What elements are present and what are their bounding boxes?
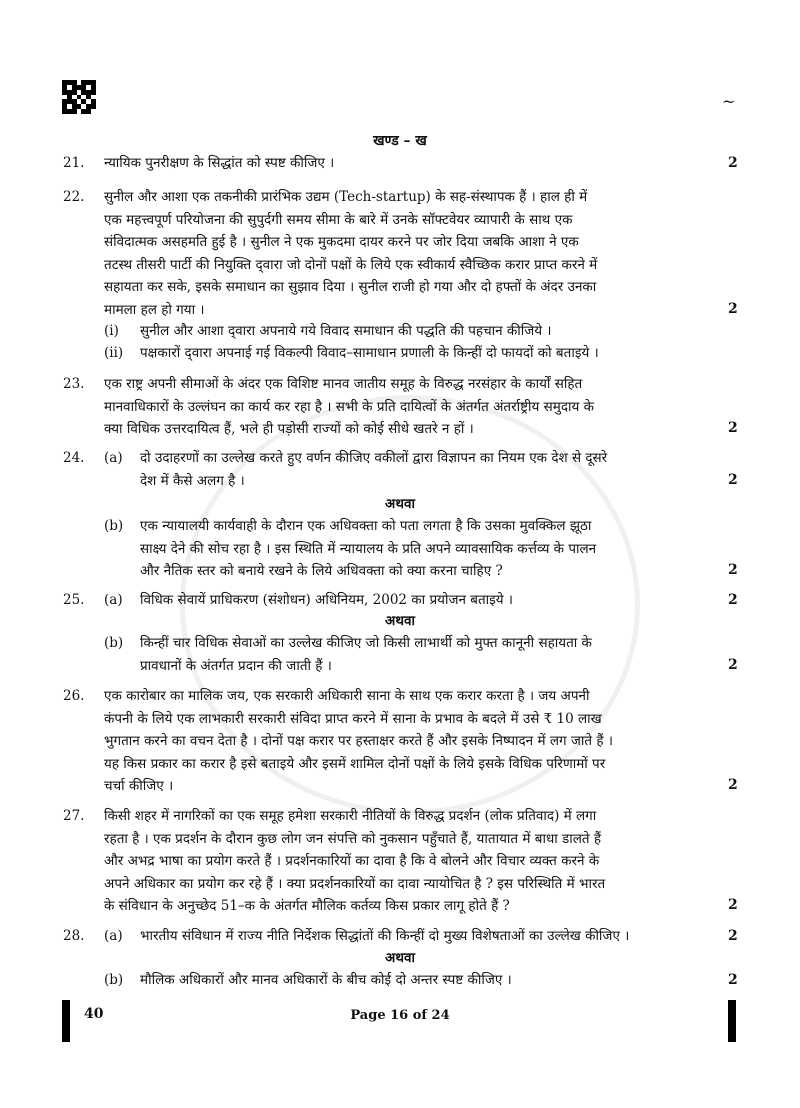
marks: 2 [728,562,738,578]
sub-label: (b) [104,972,124,988]
text-line: सुनील और आशा एक तकनीकी प्रारंभिक उद्यम (Tech-startup) के सह-संस्थापक हैं । हाल ही में [104,189,588,205]
sub-label: (a) [104,450,123,466]
question-text [104,805,706,918]
marks: 2 [728,420,738,436]
or-label: अथवा [385,613,415,629]
question-text: विधिक सेवायें प्राधिकरण (संशोधन) अधिनियम, 2002 का प्रयोजन बताइये । [140,592,514,608]
right-margin-bar [728,1000,736,1042]
text-line: एक राष्ट्र अपनी सीमाओं के अंदर एक विशिष्ट मानव जातीय समूह के विरुद्ध नरसंहार के कार्यों सहित [104,376,583,392]
question-text [140,447,706,492]
text-line: एक न्यायालयी कार्यवाही के दौरान एक अधिवक्ता को पता लगता है कि उसका मुवक्किल झूठा [140,518,592,534]
sub-question-text: सुनील और आशा द्‌वारा अपनाये गये विवाद समाधान की पद्धति की पहचान कीजिये । [140,323,552,339]
marks: 2 [728,592,738,608]
text-line: चर्चा कीजिए । [104,778,174,794]
sub-label: (b) [104,635,124,651]
text-line: यह किस प्रकार का करार है इसे बताइये और इसमें शामिल दोनों पक्षों के लिये इसके विधिक परिणामों पर [104,755,606,772]
question-text [104,186,706,321]
text-line: के संविधान के अनुच्छेद 51–क के अंतर्गत मौलिक कर्तव्य किस प्रकार लागू होते हैं ? [104,898,510,914]
text-line: मामला हल हो गया । [104,301,205,318]
marks: 2 [728,777,738,793]
text-line: कंपनी के लिये एक लाभकारी सरकारी संविदा प्राप्त करने में साना के प्रभाव के बदले में उसे ₹ 10 लाख [104,710,602,727]
paper-code: 40 [84,1006,104,1022]
corner-mark: ~ [722,92,736,111]
question-number: 26. [63,688,85,704]
sub-label: (b) [104,518,124,534]
sub-question-text: पक्षकारों द्‌वारा अपनाई गई विकल्पी विवाद–सामाधान प्रणाली के किन्हीं दो फायदों को बताइये । [140,345,599,361]
marks: 2 [728,155,738,171]
text-line: साक्ष्य देने की सोच रहा है । इस स्थिति में न्यायालय के प्रति अपने व्यावसायिक कर्त्तव्य के पालन [140,540,597,557]
question-text [104,685,706,798]
or-label: अथवा [385,950,415,966]
text-line: और अभद्र भाषा का प्रयोग करते हैं । प्रदर्शनकारियों का दावा है कि वे बोलने और विचार व्यक्त करने के [104,853,600,869]
text-line: किन्हीं चार विधिक सेवाओं का उल्लेख कीजिए जो किसी लाभार्थी को मुफ्त कानूनी सहायता के [140,635,592,651]
question-text [140,515,706,583]
marks: 2 [728,928,738,944]
text-line: रहता है । एक प्रदर्शन के दौरान कुछ लोग जन संपत्ति को नुकसान पहुँचाते हैं, यातायात में बाधा डालते हैं [104,830,602,847]
text-line: भुगतान करने का वचन देता है । दोनों पक्ष करार पर हस्ताक्षर करते हैं और इसके निष्पादन में लग जाते हैं । [104,733,613,749]
question-number: 24. [63,450,85,466]
question-text: मौलिक अधिकारों और मानव अधिकारों के बीच कोई दो अन्तर स्पष्ट कीजिए । [140,972,512,988]
marks: 2 [728,301,738,317]
text-line: मानवाधिकारों के उल्लंघन का कार्य कर रहा है । सभी के प्रति दायित्वों के अंतर्गत अंतर्राष्ट्रीय समुदाय के [104,398,594,415]
question-text [140,632,706,677]
text-line: अपने अधिकार का प्रयोग कर रहे हैं । क्या प्रदर्शनकारियों का दावा न्यायोचित है ? इस परिस्थिति में भारत [104,875,606,892]
question-number: 22. [63,189,85,205]
text-line: दो उदाहरणों का उल्लेख करते हुए वर्णन कीजिए वकीलों द्वारा विज्ञापन का नियम एक देश से दूसरे [140,450,608,466]
sub-label: (a) [104,928,123,944]
text-line: क्या विधिक उत्तरदायित्व हैं, भले ही पड़ोसी राज्यों को कोई सीधे खतरे न हों । [104,421,474,437]
question-number: 21. [63,155,85,171]
text-line: प्रावधानों के अंतर्गत प्रदान की जाती हैं । [140,657,332,674]
marks: 2 [728,472,738,488]
question-text: भारतीय संविधान में राज्य नीति निर्देशक सिद्धांतों की किन्हीं दो मुख्य विशेषताओं का उल्लेख कीजिए । [140,928,630,944]
marks: 2 [728,897,738,913]
text-line: सहायता कर सके, इसके समाधान का सुझाव दिया । सुनील राजी हो गया और दो हफ्तों के अंदर उनका [104,279,597,295]
question-number: 27. [63,808,85,824]
sub-label: (ii) [104,345,124,361]
marks: 2 [728,657,738,673]
text-line: देश में कैसे अलग है । [140,472,245,489]
text-line: तटस्थ तीसरी पार्टी की नियुक्ति द्‌वारा जो दोनों पक्षों के लिये एक स्वीकार्य स्वैच्छिक करार प्राप्त करने में [104,256,598,273]
text-line: किसी शहर में नागरिकों का एक समूह हमेशा सरकारी नीतियों के विरुद्ध प्रदर्शन (लोक प्रतिवाद) में लगा [104,808,597,824]
marks: 2 [728,972,738,988]
question-number: 28. [63,928,85,944]
text-line: और नैतिक स्तर को बनाये रखने के लिये अधिवक्ता को क्या करना चाहिए ? [140,563,503,579]
text-line: एक महत्त्वपूर्ण परियोजना की सुपुर्दगी समय सीमा के बारे में उनके सॉफ्टवेयर व्यापारी के साथ एक [104,211,573,228]
page-number: Page 16 of 24 [350,1008,450,1023]
question-text: न्यायिक पुनरीक्षण के सिद्धांत को स्पष्ट कीजिए । [104,155,335,171]
or-label: अथवा [385,496,415,512]
question-number: 25. [63,592,85,608]
sub-label: (a) [104,592,123,608]
text-line: एक कारोबार का मालिक जय, एक सरकारी अधिकारी साना के साथ एक करार करता है । जय अपनी [104,688,590,704]
text-line: संविदात्मक असहमति हुई है । सुनील ने एक मुकदमा दायर करने पर जोर दिया जबकि आशा ने एक [104,234,579,250]
question-text [104,373,706,441]
section-title: खण्ड – ख [373,133,427,149]
sub-label: (i) [104,323,119,339]
question-number: 23. [63,376,85,392]
qr-code-icon [62,80,96,114]
